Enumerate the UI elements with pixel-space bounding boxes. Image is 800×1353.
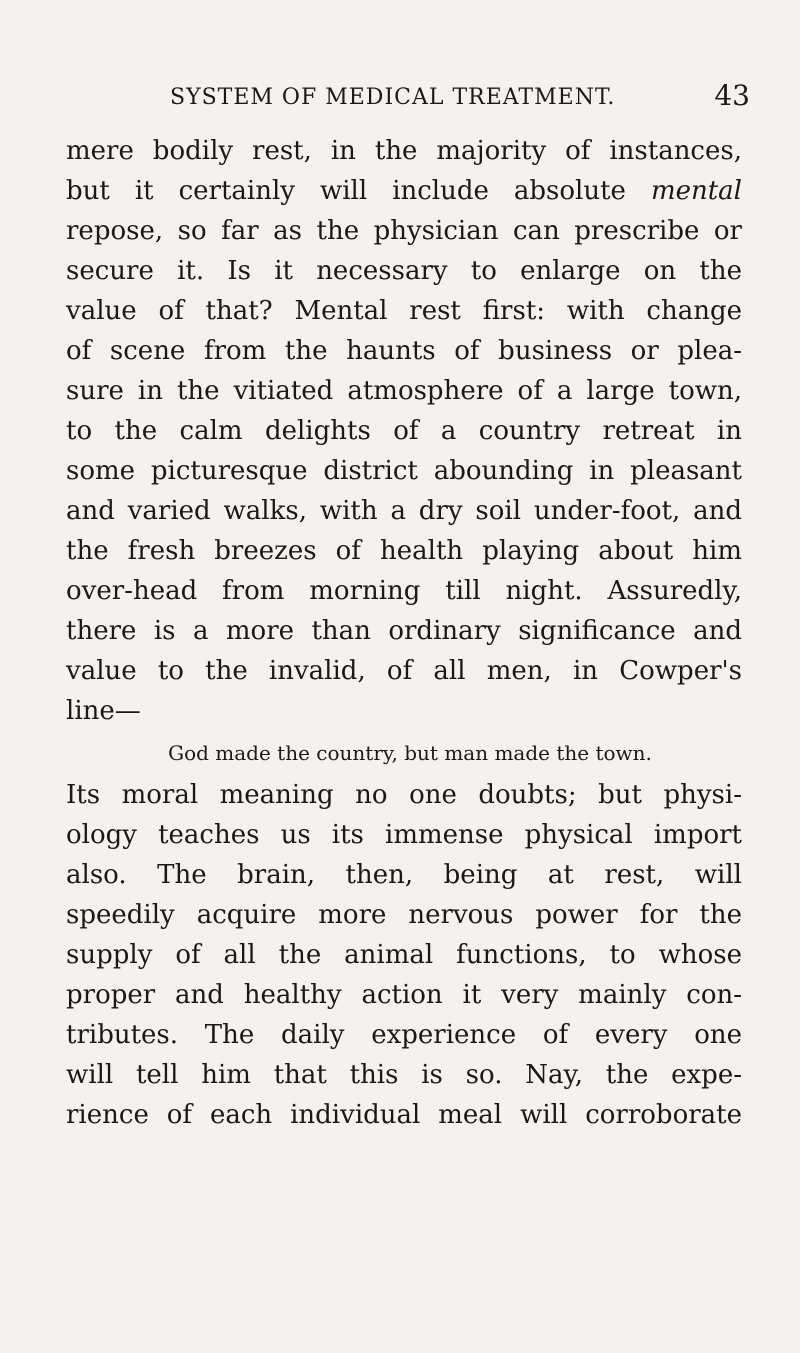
text-line: supply of all the animal functions, to whose bbox=[66, 940, 742, 970]
text-line: to the calm delights of a country retreat in bbox=[66, 416, 742, 446]
text-line: line— bbox=[66, 696, 141, 726]
page-number: 43 bbox=[714, 79, 750, 112]
text-line: secure it. Is it necessary to enlarge on the bbox=[66, 256, 742, 286]
text-line: repose, so far as the physician can prescribe or bbox=[66, 216, 742, 246]
body-text bbox=[66, 131, 742, 1135]
text-line: there is a more than ordinary significance and bbox=[66, 616, 742, 646]
text-line: of scene from the haunts of business or plea- bbox=[66, 336, 742, 366]
text-line: mere bodily rest, in the majority of instances, bbox=[66, 136, 742, 166]
text-line: value of that? Mental rest first: with change bbox=[66, 296, 742, 326]
text-line: sure in the vitiated atmosphere of a large town, bbox=[66, 376, 742, 406]
text-line: rience of each individual meal will corroborate bbox=[66, 1100, 742, 1130]
text-line: Its moral meaning no one doubts; but physi- bbox=[66, 780, 742, 810]
italic-word: mental bbox=[650, 176, 742, 206]
running-head-title: SYSTEM OF MEDICAL TREATMENT. bbox=[170, 85, 616, 110]
text-line: will tell him that this is so. Nay, the expe- bbox=[66, 1060, 742, 1090]
text-line: proper and healthy action it very mainly con- bbox=[66, 980, 742, 1010]
text-line: over-head from morning till night. Assuredly, bbox=[66, 576, 742, 606]
text-line: also. The brain, then, being at rest, will bbox=[66, 860, 742, 890]
text-line: speedily acquire more nervous power for the bbox=[66, 900, 742, 930]
poetry-quotation: God made the country, but man made the town. bbox=[168, 741, 652, 765]
text-line bbox=[66, 171, 742, 211]
text-line: some picturesque district abounding in pleasant bbox=[66, 456, 742, 486]
text-line: ology teaches us its immense physical import bbox=[66, 820, 742, 850]
text-line: tributes. The daily experience of every one bbox=[66, 1020, 742, 1050]
text-line: and varied walks, with a dry soil under-foot, and bbox=[66, 496, 742, 526]
text-line: the fresh breezes of health playing about him bbox=[66, 536, 742, 566]
text-line: value to the invalid, of all men, in Cowper's bbox=[66, 656, 742, 686]
text-fragment: but it certainly will include absolute bbox=[66, 176, 626, 206]
